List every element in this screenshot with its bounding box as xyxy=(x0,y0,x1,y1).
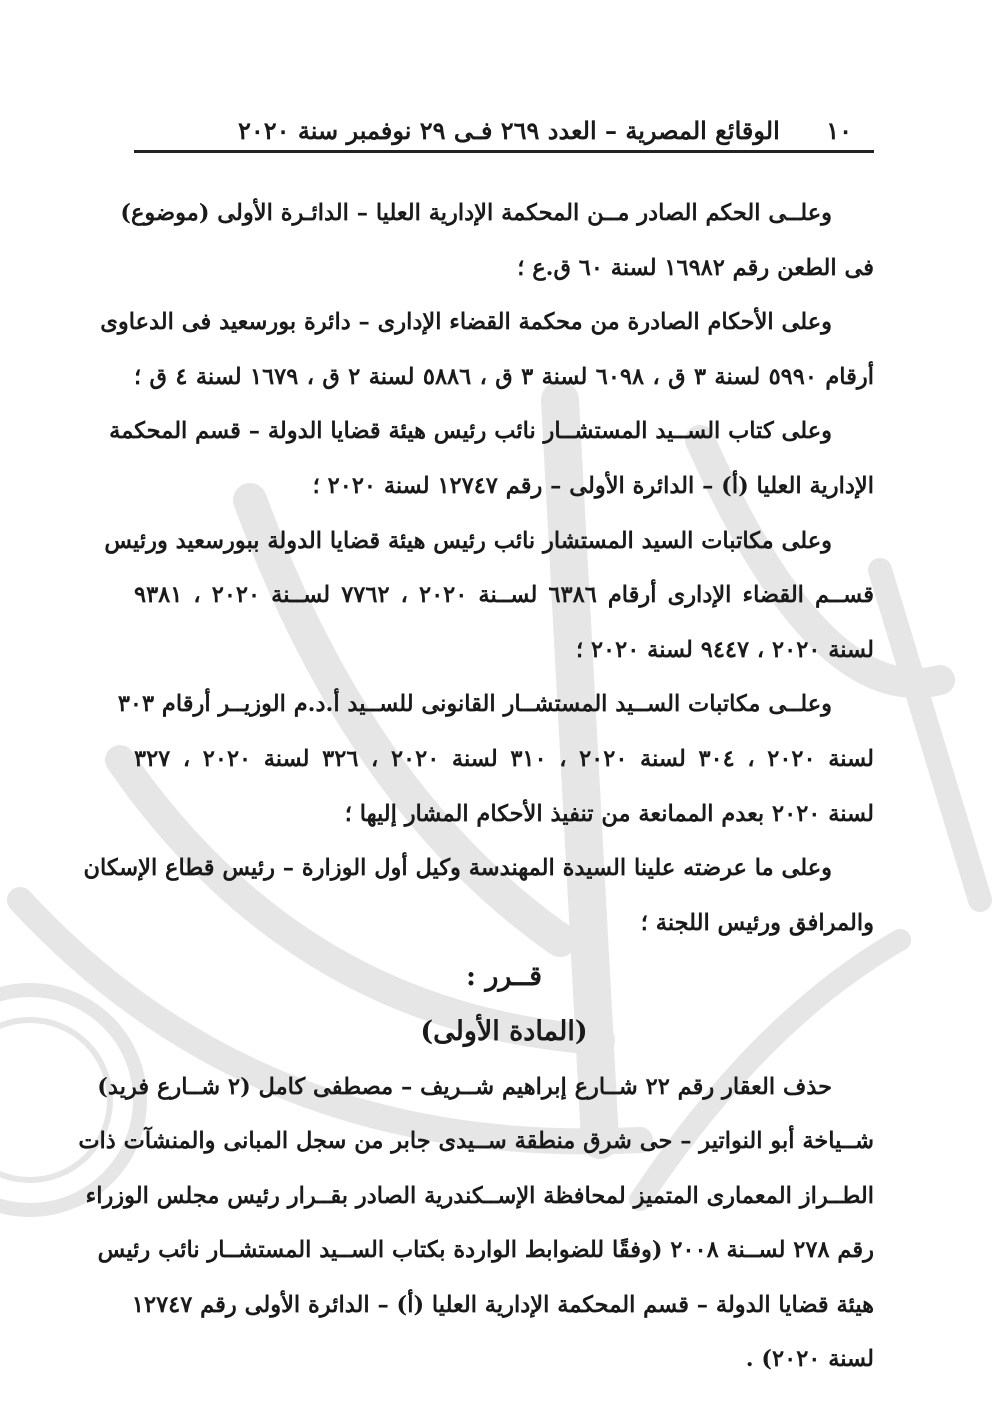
decree-heading: قــرر : xyxy=(465,961,543,993)
text-line: لسنة ٢٠٢٠ بعدم الممانعة من تنفيذ الأحكام المشار إليها ؛ xyxy=(344,800,874,827)
text-line: لسنة ٢٠٢٠) . xyxy=(745,1346,874,1373)
article-heading: (المادة الأولى) xyxy=(420,1015,588,1047)
text-line: وعلى الأحكام الصادرة من محكمة القضاء الإدارى – دائرة بورسعيد فى الدعاوى xyxy=(100,309,832,336)
page-header xyxy=(134,112,874,153)
text-line: حذف العقار رقم ٢٢ شــارع إبراهيم شــريف – مصطفى كامل (٢ شــارع فريد) xyxy=(97,1073,832,1100)
text-line: فى الطعن رقم ١٦٩٨٢ لسنة ٦٠ ق.ع ؛ xyxy=(517,254,874,281)
text-line: وعلى مكاتبات السيد المستشار نائب رئيس هيئة قضايا الدولة ببورسعيد ورئيس xyxy=(104,527,832,554)
text-line: لسنة ٢٠٢٠ ، ٩٤٤٧ لسنة ٢٠٢٠ ؛ xyxy=(575,636,874,663)
text-line: أرقام ٥٩٩٠ لسنة ٣ ق ، ٦٠٩٨ لسنة ٣ ق ، ٥٨٨٦ لسنة ٢ ق ، ١٦٧٩ لسنة ٤ ق ؛ xyxy=(134,363,874,390)
text-line: الإدارية العليا (أ) – الدائرة الأولى – رقم ١٢٧٤٧ لسنة ٢٠٢٠ ؛ xyxy=(312,472,874,499)
text-line: وعلى ما عرضته علينا السيدة المهندسة وكيل أول الوزارة – رئيس قطاع الإسكان xyxy=(83,855,832,882)
text-line: وعلــى مكاتبات الســيد المستشــار القانونى للســيد أ.د.م الوزيــر أرقام ٣٠٣ xyxy=(117,691,832,718)
text-line: لسنة ٢٠٢٠ ، ٣٠٤ لسنة ٢٠٢٠ ، ٣١٠ لسنة ٢٠٢٠ ، ٣٢٦ لسنة ٢٠٢٠ ، ٣٢٧ xyxy=(134,745,874,772)
text-line: قســم القضاء الإدارى أرقام ٦٣٨٦ لســنة ٢٠٢٠ ، ٧٧٦٢ لســنة ٢٠٢٠ ، ٩٣٨١ xyxy=(134,582,874,609)
text-line: وعلى كتاب الســيد المستشــار نائب رئيس هيئة قضايا الدولة – قسم المحكمة xyxy=(109,418,832,445)
text-line: رقم ٢٧٨ لســنة ٢٠٠٨ (وفقًا للضوابط الواردة بكتاب الســيد المستشــار نائب رئيس xyxy=(97,1237,874,1264)
text-line: والمرافق ورئيس اللجنة ؛ xyxy=(640,909,874,936)
text-line: هيئة قضايا الدولة – قسم المحكمة الإدارية العليا (أ) – الدائرة الأولى رقم ١٢٧٤٧ xyxy=(131,1291,874,1318)
text-line: شــياخة أبو النواتير – حى شرق منطقة ســيدى جابر من سجل المبانى والمنشآت ذات xyxy=(78,1128,874,1155)
document-body xyxy=(78,186,874,1387)
text-line: وعلــى الحكم الصادر مــن المحكمة الإدارية العليا – الدائـرة الأولى (موضوع) xyxy=(120,200,832,226)
running-title: الوقائع المصرية – العدد ٢٦٩ فـى ٢٩ نوفمبر سنة ٢٠٢٠ xyxy=(238,116,780,145)
page-number: ١٠ xyxy=(826,116,852,145)
text-line: الطــراز المعمارى المتميز لمحافظة الإســكندرية الصادر بقــرار رئيس مجلس الوزراء xyxy=(85,1182,874,1209)
